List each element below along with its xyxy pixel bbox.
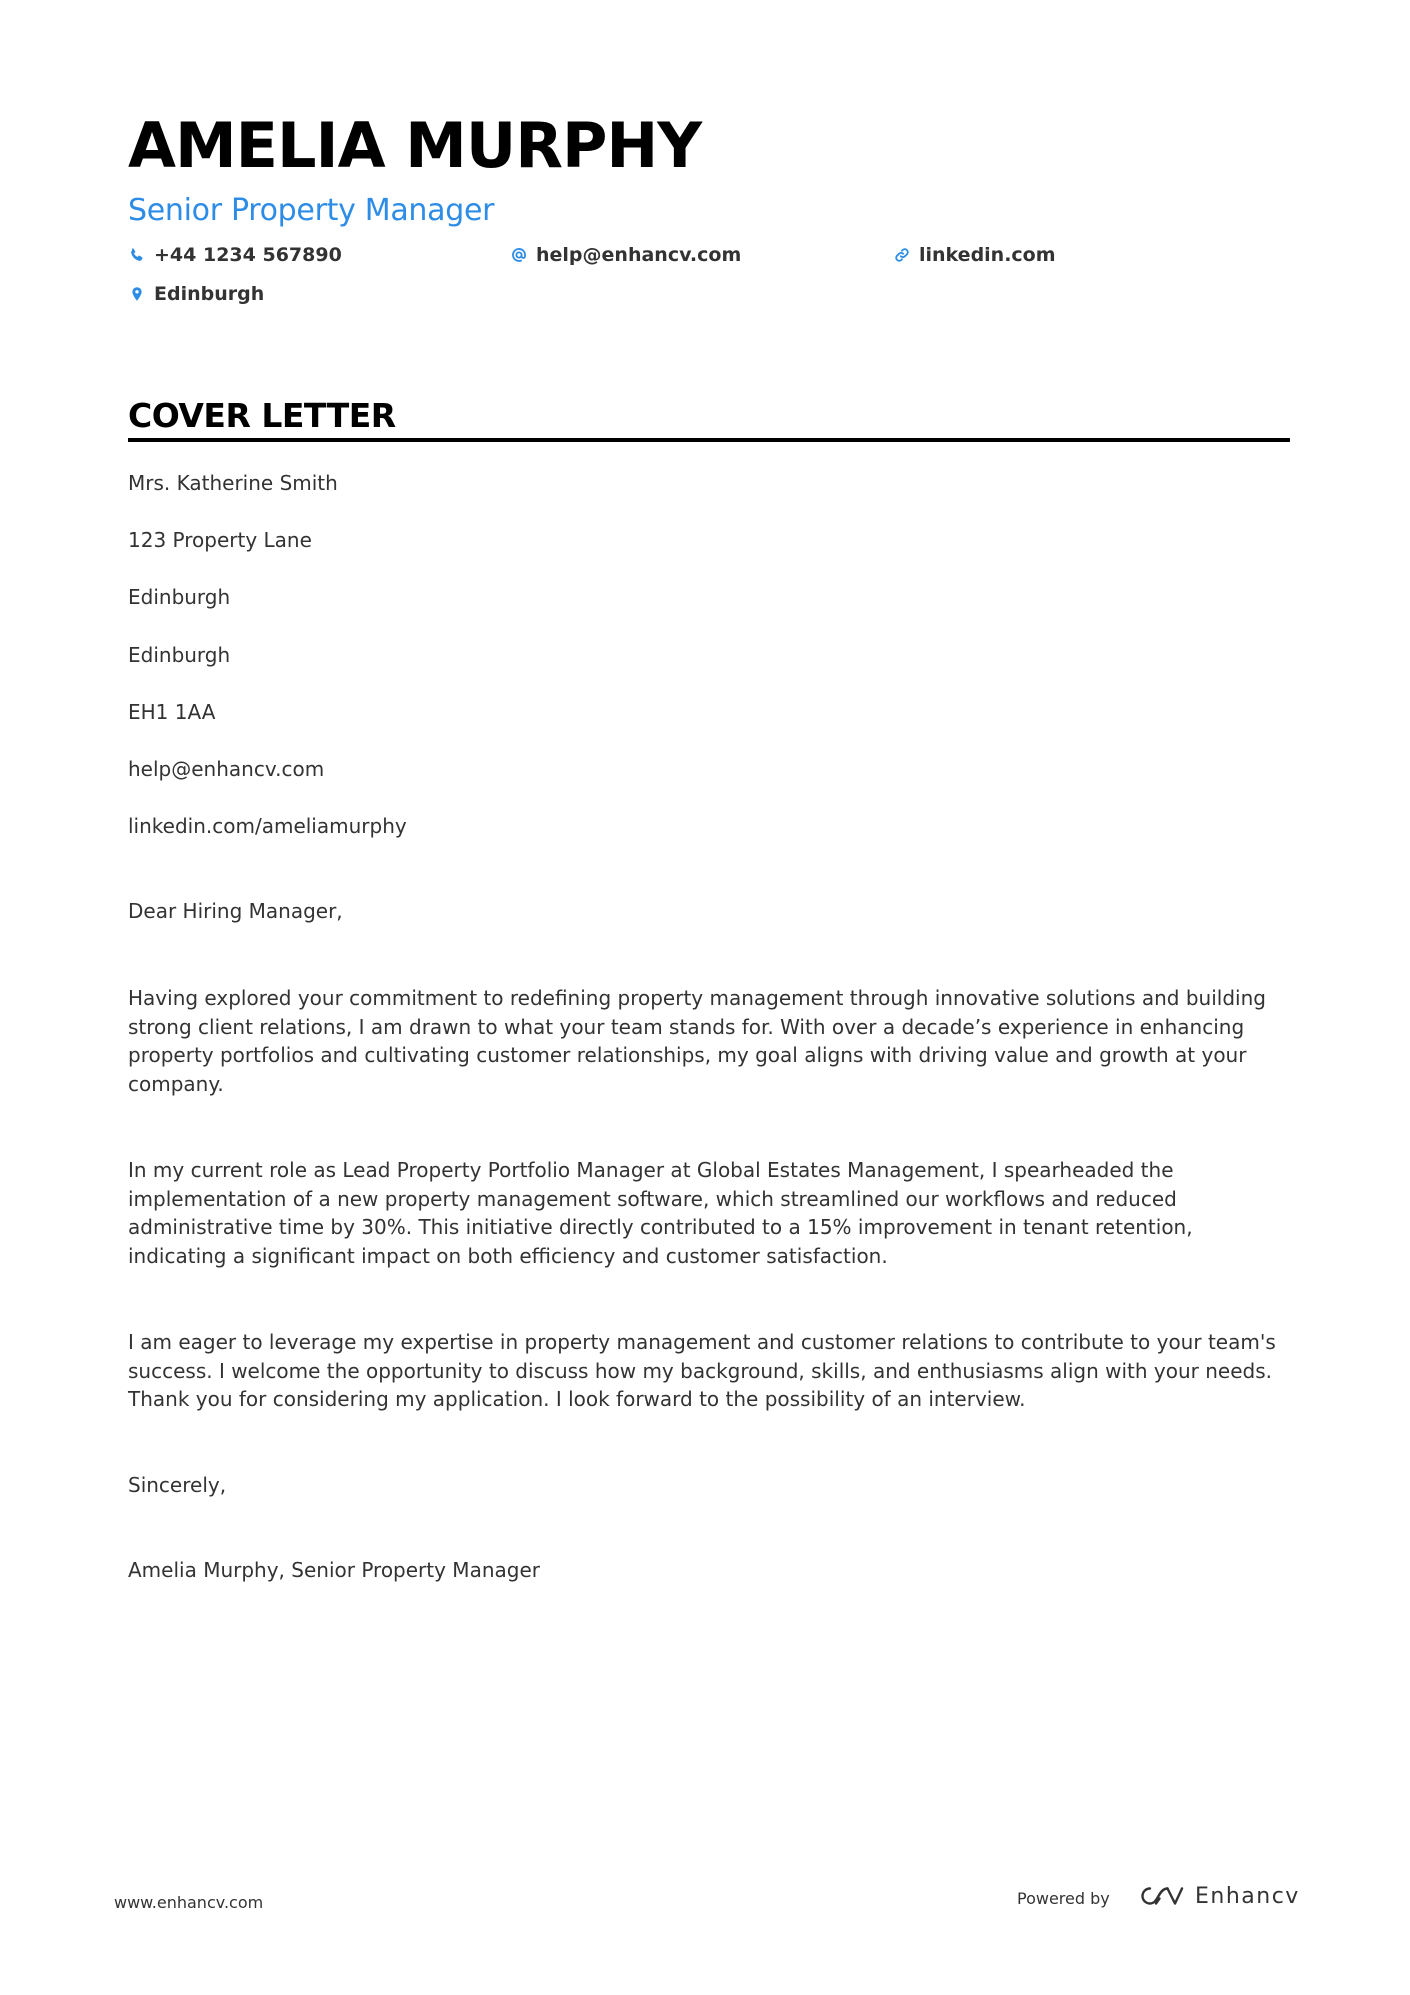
at-sign-icon: [510, 246, 528, 264]
location-pin-icon: [128, 285, 146, 303]
contact-linkedin-text[interactable]: linkedin.com: [919, 244, 1056, 266]
letter-greeting: Dear Hiring Manager,: [128, 899, 343, 923]
recipient-region: Edinburgh: [128, 642, 231, 667]
contact-location-text: Edinburgh: [154, 283, 265, 305]
section-title: COVER LETTER: [128, 396, 396, 435]
recipient-postcode: EH1 1AA: [128, 699, 216, 724]
recipient-street: 123 Property Lane: [128, 528, 312, 553]
contact-phone: [128, 242, 342, 268]
recipient-name: Mrs. Katherine Smith: [128, 471, 338, 495]
phone-icon: [128, 246, 146, 264]
powered-by-label: Powered by: [1017, 1889, 1110, 1908]
link-icon: [893, 246, 911, 264]
recipient-city: Edinburgh: [128, 585, 231, 610]
brand-name: Enhancv: [1195, 1883, 1300, 1909]
letter-paragraph: I am eager to leverage my expertise in property management and customer relations to contribute to your team's success. I welcome the opportunity to discuss how my background, skills, and enthusiasms align with your needs. Thank you for considering my application. I look forward to the possibility of an interview.: [128, 1330, 1276, 1411]
recipient-address: [128, 468, 407, 868]
enhancv-brand[interactable]: [1137, 1883, 1300, 1909]
letter-paragraph: Having explored your commitment to redefining property management through innovative solutions and building strong client relations, I am drawn to what your team stands for. With over a decade’s experience in enhancing property portfolios and cultivating customer relationships, my goal aligns with driving value and growth at your company.: [128, 986, 1266, 1096]
recipient-linkedin: linkedin.com/ameliamurphy: [128, 814, 407, 839]
contact-linkedin[interactable]: [893, 242, 1056, 268]
contact-email-text[interactable]: help@enhancv.com: [536, 244, 742, 266]
footer-url[interactable]: www.enhancv.com: [114, 1893, 264, 1912]
letter-signature: Amelia Murphy, Senior Property Manager: [128, 1558, 540, 1582]
letter-closing: Sincerely,: [128, 1473, 227, 1497]
candidate-title: Senior Property Manager: [128, 193, 495, 228]
contact-email[interactable]: [510, 242, 741, 268]
section-divider: [128, 438, 1290, 442]
letter-paragraph: In my current role as Lead Property Portfolio Manager at Global Estates Management, I spearheaded the implementation of a new property management software, which streamlined our workflows and reduced administrative time by 30%. This initiative directly contributed to a 15% improvement in tenant retention, indicating a significant impact on both efficiency and customer satisfaction.: [128, 1158, 1193, 1268]
contact-phone-text: +44 1234 567890: [154, 244, 342, 266]
enhancv-logo-icon: [1137, 1883, 1185, 1909]
contact-location: [128, 281, 264, 307]
recipient-email: help@enhancv.com: [128, 756, 325, 781]
candidate-name: AMELIA MURPHY: [128, 109, 702, 182]
